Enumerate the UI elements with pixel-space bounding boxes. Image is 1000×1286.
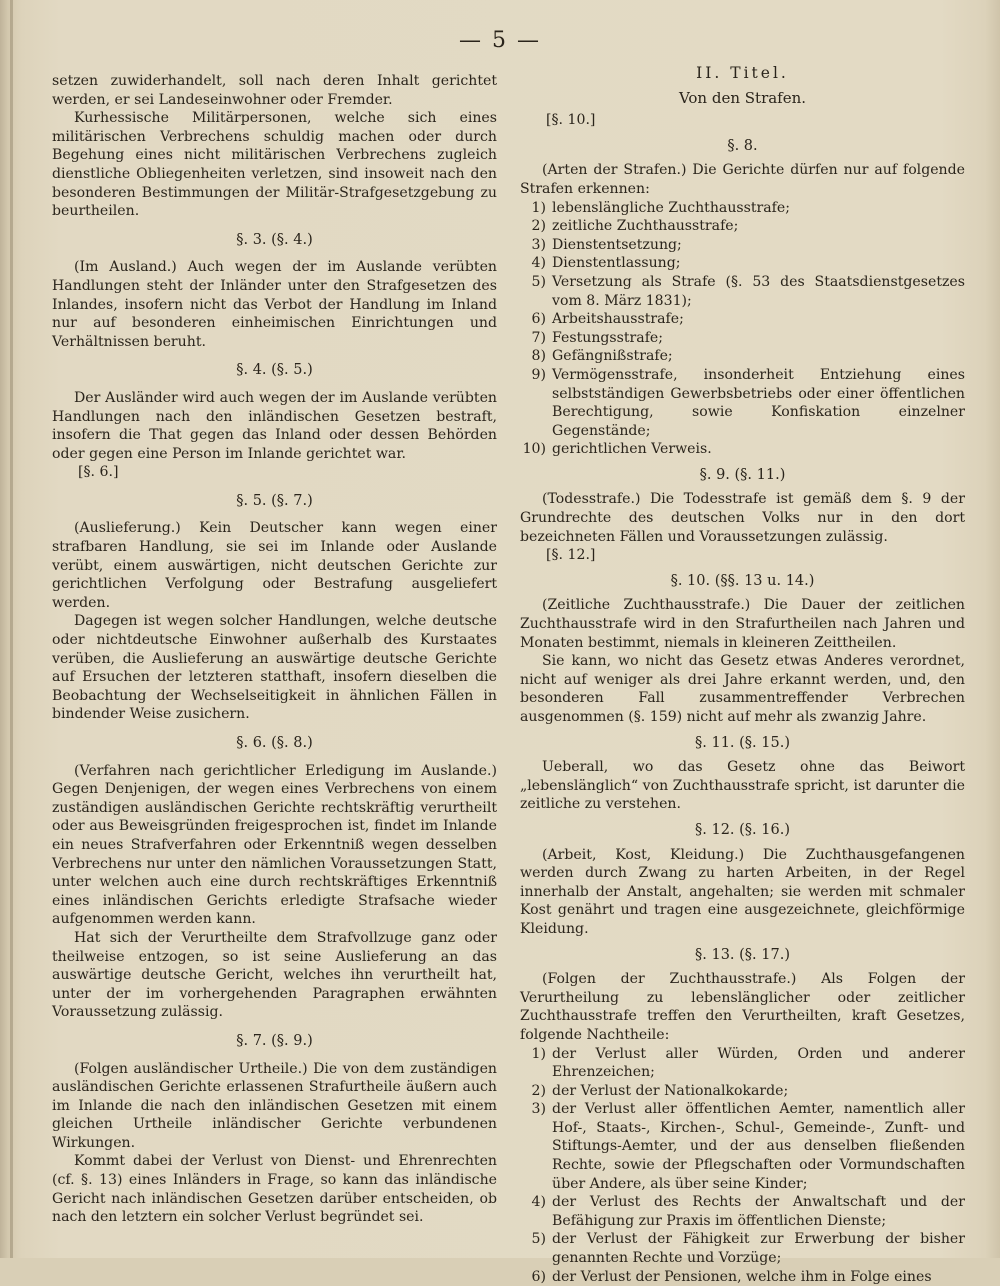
list-item (520, 1230, 965, 1267)
section-heading: §. 5. (§. 7.) (52, 492, 497, 511)
list-number: 7) (520, 329, 552, 348)
list-item (520, 329, 965, 348)
list-item (520, 310, 965, 329)
list-item (520, 1193, 965, 1230)
list-number: 5) (520, 1230, 552, 1267)
list-text: Dienstentsetzung; (552, 236, 965, 255)
section-reference: [§. 6.] (78, 463, 497, 482)
paragraph: (Arten der Strafen.) Die Gerichte dürfen nur auf folgende Strafen erkennen: (520, 161, 965, 198)
paragraph: Kurhessische Militärpersonen, welche sich eines militärischen Verbrechens schuldig machen oder durch Begehung eines nicht militärischen Verbrechens zugleich dienstliche Obliegenheiten verletzen, sind insoweit nach den besonderen Bestimmungen der Militär-Strafgesetzgebung zu beurtheilen. (52, 109, 497, 221)
list-text: Vermögensstrafe, insonderheit Entziehung eines selbstständigen Gewerbsbetriebs oder einer öffentlichen Berechtigung, sowie Konfiskation einzelner Gegenstände; (552, 366, 965, 440)
paragraph: (Zeitliche Zuchthausstrafe.) Die Dauer der zeitlichen Zuchthausstrafe wird in den Strafurtheilen nach Jahren und Monaten bestimmt, niemals in kleineren Zeittheilen. (520, 596, 965, 652)
paragraph: Kommt dabei der Verlust von Dienst- und Ehrenrechten (cf. §. 13) eines Inländers in Frage, so kann das inländische Gericht nach inländischen Gesetzen darüber entscheiden, ob nach den letztern ein solcher Verlust begründet sei. (52, 1152, 497, 1226)
list-item (520, 1045, 965, 1082)
section-heading: §. 10. (§§. 13 u. 14.) (520, 572, 965, 591)
list-item (520, 1100, 965, 1193)
list-number: 2) (520, 217, 552, 236)
list-number: 5) (520, 273, 552, 310)
section-heading: §. 9. (§. 11.) (520, 466, 965, 485)
list-number: 4) (520, 1193, 552, 1230)
paragraph: (Im Ausland.) Auch wegen der im Auslande verübten Handlungen steht der Inländer unter den Strafgesetzen des Inlandes, insofern nicht das Verbot der Handlung im Inland nur auf besonderen einheimischen Einrichtungen und Verhältnissen beruht. (52, 258, 497, 351)
list-number: 3) (520, 236, 552, 255)
list-text: der Verlust des Rechts der Anwaltschaft und der Befähigung zur Praxis im öffentlichen Dienste; (552, 1193, 965, 1230)
paragraph: Dagegen ist wegen solcher Handlungen, welche deutsche oder nichtdeutsche Einwohner außerhalb des Kurstaates verüben, die Auslieferung an auswärtige deutsche Gerichte auf Ersuchen der letzteren statthaft, insofern dieselben die Beobachtung der Wechselseitigkeit in ähnlichen Fällen in bindender Weise zusichern. (52, 612, 497, 724)
list-number: 2) (520, 1082, 552, 1101)
list-item (520, 236, 965, 255)
left-column (52, 72, 497, 1227)
list-text: der Verlust aller öffentlichen Aemter, namentlich aller Hof-, Staats-, Kirchen-, Schul-, Gemeinde-, Zunft- und Stiftungs-Aemter, und der aus denselben fließenden Rechte, sowie der Pflegschaften oder Vormundschaften über Andere, als über seine Kinder; (552, 1100, 965, 1193)
list-number: 3) (520, 1100, 552, 1193)
section-heading: §. 6. (§. 8.) (52, 734, 497, 753)
list-item (520, 1268, 965, 1286)
list-item (520, 254, 965, 273)
list-number: 1) (520, 199, 552, 218)
list-text: Dienstentlassung; (552, 254, 965, 273)
page-fold-shadow (10, 0, 13, 1258)
paragraph: (Todesstrafe.) Die Todesstrafe ist gemäß dem §. 9 der Grundrechte des deutschen Volks nur in den dort bezeichneten Fällen und Voraussetzungen zulässig. (520, 490, 965, 546)
list-item (520, 217, 965, 236)
list-item (520, 347, 965, 366)
list-item (520, 1082, 965, 1101)
list-number: 6) (520, 1268, 552, 1286)
list-number: 10) (520, 440, 552, 459)
list-item (520, 366, 965, 440)
section-heading: §. 7. (§. 9.) (52, 1032, 497, 1051)
list-number: 4) (520, 254, 552, 273)
section-heading: §. 4. (§. 5.) (52, 361, 497, 380)
section-heading: §. 11. (§. 15.) (520, 734, 965, 753)
paragraph: setzen zuwiderhandelt, soll nach deren Inhalt gerichtet werden, er sei Landeseinwohner oder Fremder. (52, 72, 497, 109)
section-heading: §. 3. (§. 4.) (52, 231, 497, 250)
paragraph: Ueberall, wo das Gesetz ohne das Beiwort „lebenslänglich“ von Zuchthausstrafe spricht, ist darunter die zeitliche zu verstehen. (520, 758, 965, 814)
section-heading: §. 8. (520, 137, 965, 156)
paragraph: (Folgen ausländischer Urtheile.) Die von dem zuständigen ausländischen Gerichte erlassenen Strafurtheile äußern auch im Inlande die nach den inländischen Gesetzen mit einem gleichen Urtheile inländischer Gerichte verbundenen Wirkungen. (52, 1060, 497, 1153)
paragraph: (Auslieferung.) Kein Deutscher kann wegen einer strafbaren Handlung, sie sei im Inlande oder Auslande verübt, einem auswärtigen, nicht deutschen Gerichte zur gerichtlichen Verfolgung oder Bestrafung ausgeliefert werden. (52, 519, 497, 612)
section-reference: [§. 10.] (546, 111, 965, 130)
list-text: lebenslängliche Zuchthausstrafe; (552, 199, 965, 218)
list-item (520, 273, 965, 310)
title-subheading: Von den Strafen. (520, 89, 965, 108)
list-text: der Verlust aller Würden, Orden und anderer Ehrenzeichen; (552, 1045, 965, 1082)
list-text: Versetzung als Strafe (§. 53 des Staatsdienstgesetzes vom 8. März 1831); (552, 273, 965, 310)
section-reference: [§. 12.] (546, 546, 965, 565)
paragraph: Sie kann, wo nicht das Gesetz etwas Anderes verordnet, nicht auf weniger als drei Jahre erkannt werden, und, den besonderen Fall zusammentreffender Verbrechen ausgenommen (§. 159) nicht auf mehr als zwanzig Jahre. (520, 652, 965, 726)
list-item (520, 199, 965, 218)
list-number: 9) (520, 366, 552, 440)
list-number: 6) (520, 310, 552, 329)
paragraph: Hat sich der Verurtheilte dem Strafvollzuge ganz oder theilweise entzogen, so ist seine Auslieferung an das auswärtige deutsche Gericht, welches ihn verurtheilt hat, unter der im vorhergehenden Paragraphen erwähnten Voraussetzung zulässig. (52, 929, 497, 1022)
list-text: Arbeitshausstrafe; (552, 310, 965, 329)
list-number: 8) (520, 347, 552, 366)
section-heading: §. 13. (§. 17.) (520, 946, 965, 965)
paragraph: (Folgen der Zuchthausstrafe.) Als Folgen der Verurtheilung zu lebenslänglicher oder zeitlicher Zuchthausstrafe treffen den Verurtheilten, kraft Gesetzes, folgende Nachtheile: (520, 970, 965, 1044)
right-column (520, 64, 965, 1286)
paragraph: (Arbeit, Kost, Kleidung.) Die Zuchthausgefangenen werden durch Zwang zu harten Arbeiten, in der Regel innerhalb der Anstalt, angehalten; sie werden mit schmaler Kost genährt und tragen eine ausgezeichnete, gleichförmige Kleidung. (520, 846, 965, 939)
list-text: Gefängnißstrafe; (552, 347, 965, 366)
title-heading: II. Titel. (520, 64, 965, 83)
list-text: der Verlust der Pensionen, welche ihm in Folge eines (552, 1268, 965, 1286)
penalty-list (520, 199, 965, 459)
list-text: zeitliche Zuchthausstrafe; (552, 217, 965, 236)
list-text: gerichtlichen Verweis. (552, 440, 965, 459)
list-text: der Verlust der Nationalkokarde; (552, 1082, 965, 1101)
list-text: der Verlust der Fähigkeit zur Erwerbung der bisher genannten Rechte und Vorzüge; (552, 1230, 965, 1267)
paragraph: (Verfahren nach gerichtlicher Erledigung im Auslande.) Gegen Denjenigen, der wegen eines Verbrechens von einem zuständigen ausländischen Gerichte rechtskräftig verurtheilt oder aus Beweisgründen freigesprochen ist, findet im Inlande ein neues Strafverfahren oder Erkenntniß wegen desselben Verbrechens nur unter den nämlichen Voraussetzungen Statt, unter welchen auch eine durch rechtskräftiges Erkenntniß eines inländischen Gerichts erledigte Strafsache wieder aufgenommen werden kann. (52, 762, 497, 929)
list-text: Festungsstrafe; (552, 329, 965, 348)
section-heading: §. 12. (§. 16.) (520, 821, 965, 840)
paragraph: Der Ausländer wird auch wegen der im Auslande verübten Handlungen nach den inländischen Gesetzen bestraft, insofern die That gegen das Inland oder dessen Behörden oder gegen eine Person im Inlande gerichtet war. (52, 389, 497, 463)
list-item (520, 440, 965, 459)
consequence-list (520, 1045, 965, 1286)
list-number: 1) (520, 1045, 552, 1082)
page-number: — 5 — (0, 28, 1000, 53)
